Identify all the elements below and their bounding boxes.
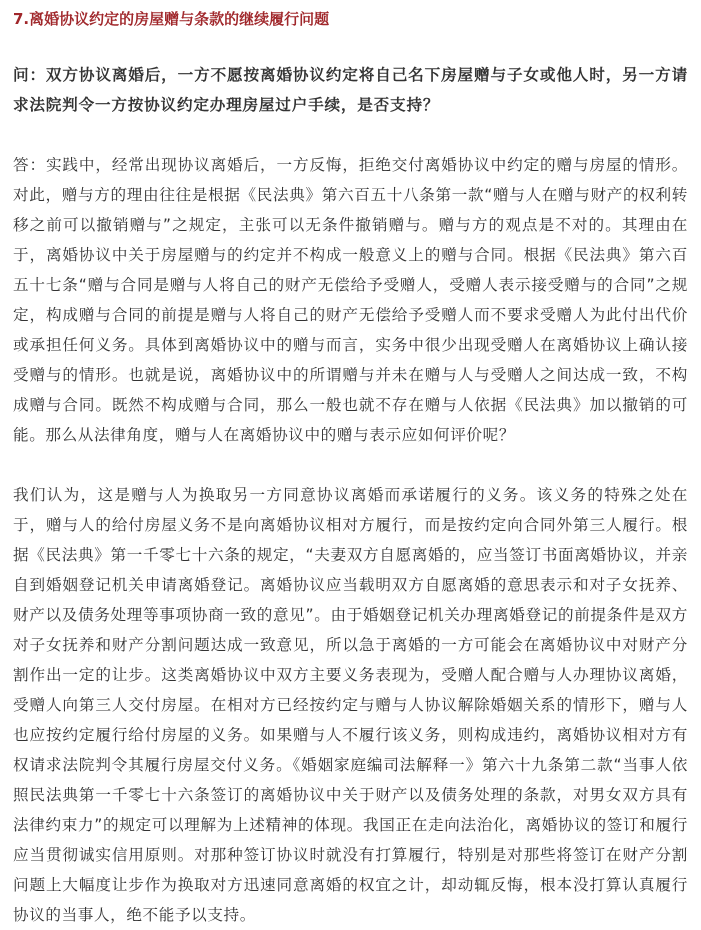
section-heading: 7.离婚协议约定的房屋赠与条款的继续履行问题 bbox=[13, 10, 330, 28]
question-paragraph: 问：双方协议离婚后，一方不愿按离婚协议约定将自己名下房屋赠与子女或他人时，另一方请求法院判令一方按协议约定办理房屋过户手续，是否支持？ bbox=[13, 66, 688, 114]
answer-paragraph: 答：实践中，经常出现协议离婚后，一方反悔，拒绝交付离婚协议中约定的赠与房屋的情形。对此，赠与方的理由往往是根据《民法典》第六百五十八条第一款“赠与人在赠与财产的权利转移之前可以撤销赠与”之规定，主张可以无条件撤销赠与。赠与方的观点是不对的。其理由在于，离婚协议中关于房屋赠与的约定并不构成一般意义上的赠与合同。根据《民法典》第六百五十七条“赠与合同是赠与人将自己的财产无偿给予受赠人，受赠人表示接受赠与的合同”之规定，构成赠与合同的前提是赠与人将自己的财产无偿给予受赠人而不要求受赠人为此付出代价或承担任何义务。具体到离婚协议中的赠与而言，实务中很少出现受赠人在离婚协议上确认接受赠与的情形。也就是说，离婚协议中的所谓赠与并未在赠与人与受赠人之间达成一致，不构成赠与合同。既然不构成赠与合同，那么一般也就不存在赠与人依据《民法典》加以撤销的可能。那么从法律角度，赠与人在离婚协议中的赠与表示应如何评价呢？ bbox=[13, 156, 688, 444]
opinion-paragraph: 我们认为，这是赠与人为换取另一方同意协议离婚而承诺履行的义务。该义务的特殊之处在于，赠与人的给付房屋义务不是向离婚协议相对方履行，而是按约定向合同外第三人履行。根据《民法典》第一千零七十六条的规定，“夫妻双方自愿离婚的，应当签订书面离婚协议，并亲自到婚姻登记机关申请离婚登记。离婚协议应当载明双方自愿离婚的意思表示和对子女抚养、财产以及债务处理等事项协商一致的意见”。由于婚姻登记机关办理离婚登记的前提条件是双方对子女抚养和财产分割问题达成一致意见，所以急于离婚的一方可能会在离婚协议中对财产分割作出一定的让步。这类离婚协议中双方主要义务表现为，受赠人配合赠与人办理协议离婚，受赠人向第三人交付房屋。在相对方已经按约定与赠与人协议解除婚姻关系的情形下，赠与人也应按约定履行给付房屋的义务。如果赠与人不履行该义务，则构成违约，离婚协议相对方有权请求法院判令其履行房屋交付义务。《婚姻家庭编司法解释一》第六十九条第二款“当事人依照民法典第一千零七十六条签订的离婚协议中关于财产以及债务处理的条款，对男女双方具有法律约束力”的规定可以理解为上述精神的体现。我国正在走向法治化，离婚协议的签订和履行应当贯彻诚实信用原则。对那种签订协议时就没有打算履行，特别是对那些将签订在财产分割问题上大幅度让步作为换取对方迅速同意离婚的权宜之计，却动辄反悔，根本没打算认真履行协议的当事人，绝不能予以支持。 bbox=[13, 486, 688, 924]
